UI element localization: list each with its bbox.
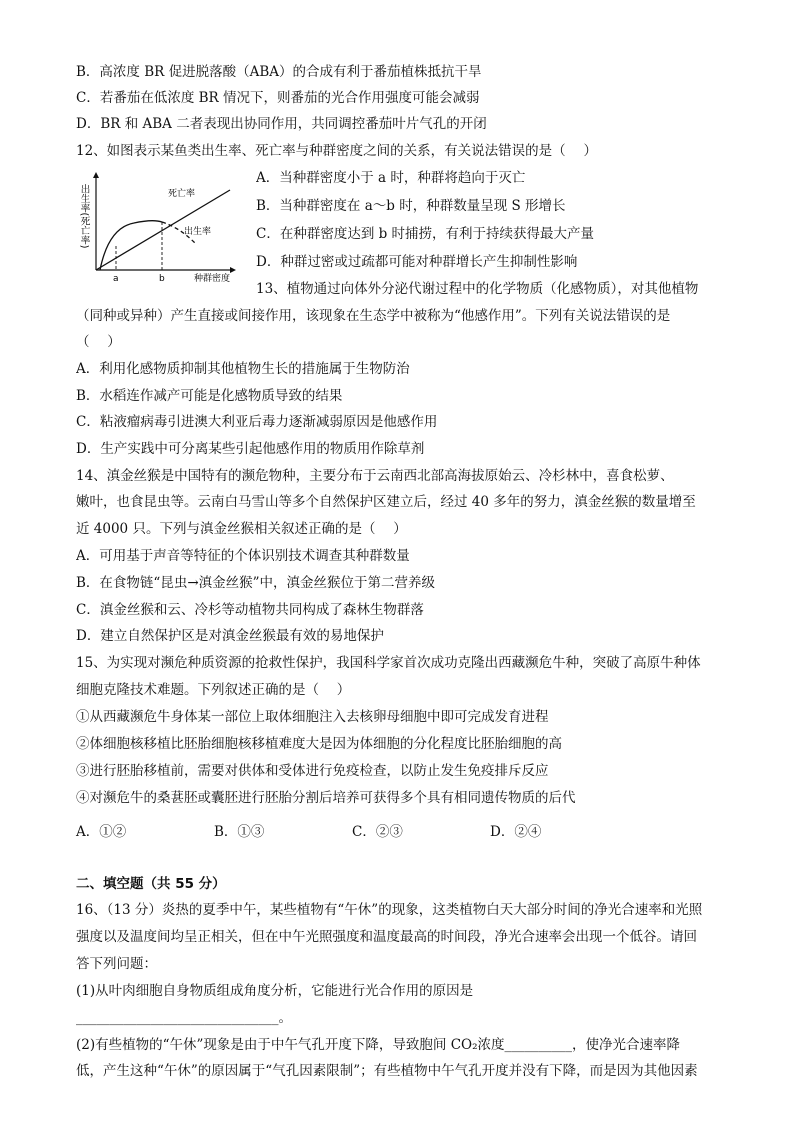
q14-option-b: B．在食物链“昆虫→滇金丝猴”中，滇金丝猴位于第二营养级 — [76, 575, 436, 591]
q16-part-1-line-1: (1)从叶肉细胞自身物质组成角度分析，它能进行光合作用的原因是 — [76, 983, 474, 999]
q12-option-a: A．当种群密度小于 a 时，种群将趋向于灭亡 — [256, 170, 526, 186]
q13-option-c: C．粘液瘤病毒引进澳大利亚后毒力逐渐减弱原因是他感作用 — [76, 414, 438, 430]
q11-option-b: B．高浓度 BR 促进脱落酸（ABA）的合成有利于番茄植株抵抗干旱 — [76, 64, 482, 80]
q14-stem-line-3: 近 4000 只。下列与滇金丝猴相关叙述正确的是（ ） — [76, 521, 407, 537]
birth-rate-label: 出生率 — [184, 227, 212, 237]
q16-stem-line-3: 答下列问题： — [76, 956, 157, 972]
x-axis-arrow — [230, 267, 236, 273]
q12-option-c: C．在种群密度达到 b 时捕捞，有利于持续获得最大产量 — [256, 226, 595, 242]
q15-item-1: ①从西藏濒危牛身体某一部位上取体细胞注入去核卵母细胞中即可完成发育进程 — [76, 709, 549, 725]
q15-option-a: A．①② — [76, 824, 127, 840]
q14-option-d: D．建立自然保护区是对滇金丝猴最有效的易地保护 — [76, 628, 384, 644]
y-axis-label: 出生率(死亡率) — [78, 184, 90, 249]
q15-stem-line-2: 细胞克隆技术难题。下列叙述正确的是（ ） — [76, 682, 351, 698]
q13-stem-line-2: （同种或异种）产生直接或间接作用，该现象在生态学中被称为“他感作用”。下列有关说法错误的是 — [76, 308, 671, 324]
q16-part-2-line-2: 低，产生这种“午休”的原因属于“气孔因素限制”；有些植物中午气孔开度并没有下降，而是因为其他因素 — [76, 1063, 698, 1079]
tick-a: a — [113, 274, 119, 284]
q13-option-b: B．水稻连作减产可能是化感物质导致的结果 — [76, 388, 343, 404]
q16-part-1-answer-blank: ______________________________。 — [76, 1010, 292, 1026]
q14-option-c: C．滇金丝猴和云、冷杉等动植物共同构成了森林生物群落 — [76, 602, 424, 618]
q15-stem-line-1: 15、为实现对濒危种质资源的抢救性保护，我国科学家首次成功克隆出西藏濒危牛种，突破了高原牛种体 — [76, 655, 701, 671]
q11-option-c: C．若番茄在低浓度 BR 情况下，则番茄的光合作用强度可能会减弱 — [76, 90, 480, 106]
x-axis-label: 种群密度 — [194, 274, 231, 284]
section-2-title: 二、填空题（共 55 分） — [76, 876, 226, 892]
q16-stem-line-1: 16、（13 分）炎热的夏季中午，某些植物有“午休”的现象，这类植物白天大部分时间的净光合速率和光照 — [76, 902, 703, 918]
q14-stem-line-2: 嫩叶，也食昆虫等。云南白马雪山等多个自然保护区建立后，经过 40 多年的努力，滇金丝猴的数量增至 — [76, 494, 696, 510]
q12-stem: 12、如图表示某鱼类出生率、死亡率与种群密度之间的关系，有关说法错误的是（ ） — [76, 143, 597, 159]
q15-option-c: C．②③ — [352, 824, 403, 840]
death-rate-label: 死亡率 — [168, 189, 196, 199]
q13-option-d: D．生产实践中可分离某些引起他感作用的物质用作除草剂 — [76, 441, 425, 457]
q13-option-a: A．利用化感物质抑制其他植物生长的措施属于生物防治 — [76, 361, 410, 377]
tick-b: b — [159, 274, 165, 284]
q12-option-d: D．种群过密或过疏都可能对种群增长产生抑制性影响 — [256, 254, 578, 270]
q15-item-4: ④对濒危牛的桑葚胚或囊胚进行胚胎分割后培养可获得多个具有相同遗传物质的后代 — [76, 790, 576, 806]
q13-stem-line-1: 13、植物通过向体外分泌代谢过程中的化学物质（化感物质），对其他植物 — [256, 281, 699, 297]
q15-option-d: D．②④ — [490, 824, 542, 840]
y-axis-arrow — [93, 172, 99, 178]
q16-part-2-line-1: (2)有些植物的“午休”现象是由于中午气孔开度下降，导致胞间 CO₂浓度__________，使净光合速率降 — [76, 1037, 681, 1053]
q15-item-3: ③进行胚胎移植前，需要对供体和受体进行免疫检查，以防止发生免疫排斥反应 — [76, 763, 549, 779]
q15-option-b: B．①③ — [214, 824, 265, 840]
q12-option-b: B．当种群密度在 a～b 时，种群数量呈现 S 形增长 — [256, 198, 566, 214]
q14-stem-line-1: 14、滇金丝猴是中国特有的濒危物种，主要分布于云南西北部高海拔原始云、冷杉林中，喜食松萝、 — [76, 468, 674, 484]
q16-stem-line-2: 强度以及温度间均呈正相关，但在中午光照强度和温度最高的时间段，净光合速率会出现一个低谷。请回 — [76, 929, 697, 945]
q11-option-d: D．BR 和 ABA 二者表现出协同作用，共同调控番茄叶片气孔的开闭 — [76, 116, 487, 132]
q14-option-a: A．可用基于声音等特征的个体识别技术调查其种群数量 — [76, 548, 410, 564]
q13-stem-line-3: （ ） — [76, 334, 121, 350]
q12-rate-density-graph — [78, 170, 238, 288]
q15-item-2: ②体细胞核移植比胚胎细胞核移植难度大是因为体细胞的分化程度比胚胎细胞的高 — [76, 736, 562, 752]
